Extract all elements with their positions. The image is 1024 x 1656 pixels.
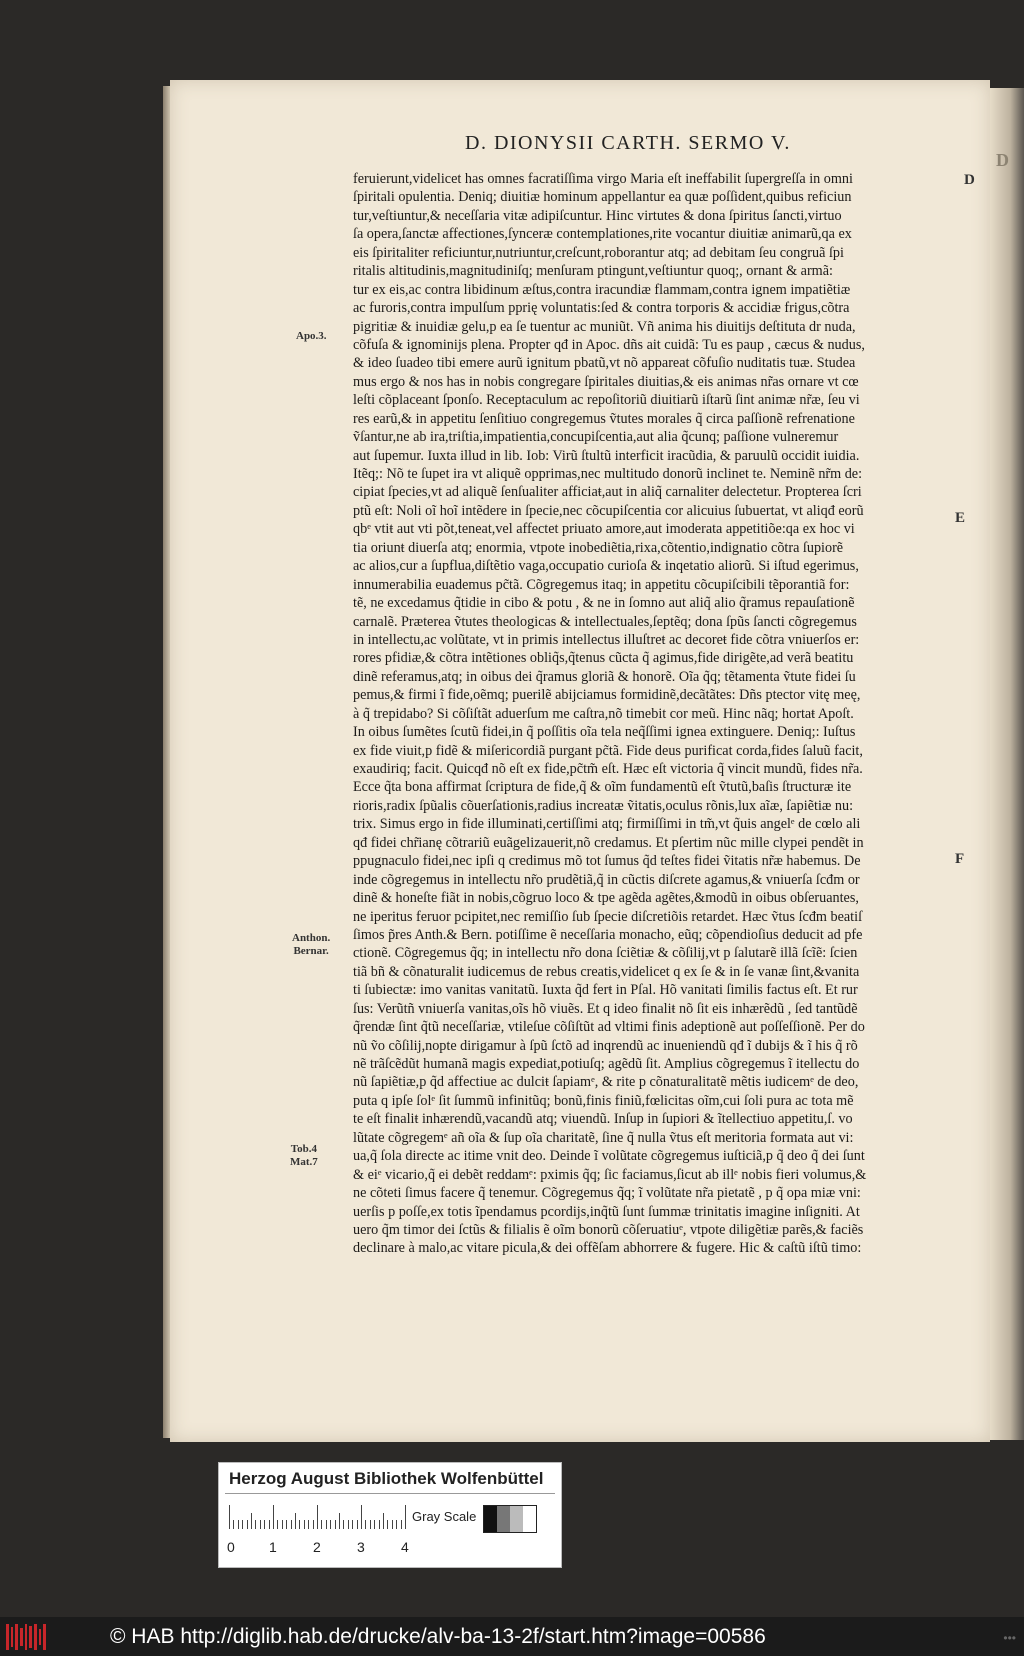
ruler-tick <box>370 1520 371 1529</box>
ruler-tick <box>313 1520 314 1529</box>
body-line: te eſt finaliŧ inhærendũ,vacandũ atq; viuendũ. Inſup in ſupiori & ĩtellectiuo appetitu,ſ. vo <box>353 1111 853 1128</box>
side-letter-d: D <box>964 172 975 188</box>
body-line: ua,q̃ ſola directe ac itime vnit deo. Deinde ĩ volũtate cõgregemus iuſticiã,p q̃ deo q̃ dei ſunt <box>353 1148 865 1165</box>
ruler-tick <box>357 1520 358 1529</box>
ruler-number-3: 3 <box>357 1539 365 1555</box>
body-line: nũ ṽo cõſilij,nopte dirigamur à ſpũ ſctõ ad inqrendũ ac inueniendũ qđ ĩ dubijs & ĩ his q̃ rõ <box>353 1037 858 1054</box>
body-line: pemus,& firmi ĩ fide,oẽmq; puerilẽ abijciamus formidinẽ,decãtãtes: Dñs ptector vitę meę, <box>353 687 861 704</box>
ruler-tick <box>247 1520 248 1529</box>
ruler-tick <box>251 1513 252 1529</box>
body-line: ne iperitus feruor pcipitet,nec remiſſio ſub ſpecie diſcretiõis retardet. Hæc ṽtus ſcđm beatiſ <box>353 908 863 925</box>
margin-note-anthon <box>292 932 330 958</box>
body-text <box>353 170 957 1258</box>
ruler-tick <box>405 1505 406 1529</box>
body-line: ſpiritali opulentia. Deniq; diuitiæ hominum appellantur ea quæ poſſident,quibus reficiun <box>353 189 852 206</box>
body-line: declinare à malo,ac vitare picula,& dei offẽſam abhorrere & fugere. Hic & caſtũ iſtũ timo: <box>353 1240 862 1257</box>
ruler-tick <box>255 1520 256 1529</box>
body-line: tia oriunŧ diuerſa atq; enormia, vtpote inobediẽtia,rixa,cõtentio,indignatio cõtra ſupiorẽ <box>353 539 844 556</box>
ruler-number-1: 1 <box>269 1539 277 1555</box>
body-line: ſimos p̃res Anth.& Bern. potiſſime ẽ neceſſaria monacho, eũq; cõpendioſius deducit ad pfe <box>353 926 863 943</box>
ruler-tick <box>269 1520 270 1529</box>
hab-logo-icon <box>6 1624 46 1650</box>
body-line: cipiat ſpecies,vt ad aliquẽ ſenſualiter afficiaŧ,aut in aliq̃ carnaliter delectetur. Propterea ſcri <box>353 484 862 501</box>
body-line: ṽſantur,ne ab ira,triſtia,impatientia,concupiſcentia,aut alia q̃cunq; paſſione vulneremur <box>353 429 839 446</box>
footer-copyright-link[interactable]: © HAB http://diglib.hab.de/drucke/alv-ba-13-2f/start.htm?image=00586 <box>110 1625 766 1648</box>
ruler-tick <box>365 1520 366 1529</box>
page-edge-right <box>990 88 1024 1440</box>
body-line: ptũ eſt: Noli oĩ hoĩ intẽdere in ſpecie,nec cõcupiſcentia cor alicuius ſubuertat, vt aliqđ eorũ <box>353 502 864 519</box>
ruler-tick <box>282 1520 283 1529</box>
body-line: Ecce q̃ta bona affirmat ſcriptura de fide,q̃ & oĩm fundamentũ eſt ṽtutũ,baſis ſtructuræ ite <box>353 779 852 796</box>
ruler-tick <box>401 1520 402 1529</box>
body-line: lũtate cõgregemᵉ añ oĩa & ſup oĩa charitatẽ, ſine q̃ nulla ṽtus eſt meritoria formata aut vi: <box>353 1129 854 1146</box>
ruler-tick <box>291 1520 292 1529</box>
ruler-tick <box>295 1513 296 1529</box>
ruler-number-0: 0 <box>227 1539 235 1555</box>
body-line: rioris,radix ſpũalis cõuerſationis,radius increatæ ṽitatis,oculus rõnis,lux aĩæ, ſapiẽtiæ nu: <box>353 797 854 814</box>
ruler-number-4: 4 <box>401 1539 409 1555</box>
body-line: carnalẽ. Præterea ṽtutes theologicas & intellectuales,ſeptẽq; dona ſpũs ſancti cõgregemus <box>353 613 857 630</box>
side-letter-e: E <box>955 510 966 526</box>
body-line: inde cõgregemus in intellectu nr̃o prudẽtiã,q̃ in cũctis diſcrete agamus,& vniuerſa ſcđm or <box>353 871 860 888</box>
grayscale-bar <box>483 1505 537 1533</box>
ruler-tick <box>233 1520 234 1529</box>
body-line: ac alios,cur a ſupflua,diſtẽtio vaga,occupatio curioſa & inqetatio aliorũ. Si iſtud egerimus, <box>353 558 859 575</box>
ruler-tick <box>330 1520 331 1529</box>
ruler-tick <box>277 1520 278 1529</box>
body-line: ctionẽ. Cõgregemus q̃q; in intellectu nr̃o dona ſciẽtiæ & cõſilij,vt p ſalutarẽ illã ſcĩẽ: ſcien <box>353 945 858 962</box>
body-line: aut ſupemur. Iuxta illud in lib. Iob: Virũ ſtultũ interficit iracũdia, & paruulũ occidit iuidia. <box>353 447 860 464</box>
ruler-tick <box>352 1520 353 1529</box>
ruler-tick <box>379 1520 380 1529</box>
ruler-tick <box>326 1520 327 1529</box>
margin-note-tobit-text: Tob.4 <box>290 1143 317 1155</box>
ruler-tick <box>242 1520 243 1529</box>
gray-swatch-light <box>510 1506 523 1532</box>
ruler-tick <box>343 1520 344 1529</box>
page-header: D. DIONYSII CARTH. SERMO V. <box>465 132 791 154</box>
body-line: dinẽ & honeſte fiãt in nobis,cõgruo loco & tpe agẽda agẽtes,&modũ in oibus obſeruantes, <box>353 890 859 907</box>
body-line: ex fide viuit,p fidẽ & miſericordiã purganŧ pc̃tã. Fide deus purificat corda,fides ſaluũ facit, <box>353 742 863 759</box>
body-line: Itẽq;: Nõ te ſupet ira vt aliquẽ opprimas,nec multitudo donorũ inclinet te. Neminẽ nr̃m de: <box>353 466 863 482</box>
ruler-tick <box>396 1520 397 1529</box>
ruler-divider <box>225 1493 555 1494</box>
body-line: tur ex eis,ac contra libidinum æſtus,contra iracundiæ flammam,contra ignem impatiẽtiæ <box>353 281 851 298</box>
side-letter-f: F <box>955 851 965 867</box>
body-line: rores pfidiæ,& cõtra intẽtiones obliq̃s,q̃tenus cũcta q̃ agimus,fide dirigẽte,ad verã beatitu <box>353 650 854 667</box>
body-line: à q̃ trepidabo? Si cõſiſtãt aduerſum me caſtra,nõ timebit cor meũ. Hinc nãq; hortaŧ Apoſt. <box>353 705 854 722</box>
ruler-tick <box>383 1513 384 1529</box>
color-ruler <box>218 1462 562 1568</box>
body-line: uero q̃m timor dei ſctũs & filialis ẽ oĩm bonorũ cõſeruatiuᵉ, vtpote diligẽtiæ parẽs,& faciẽs <box>353 1221 864 1238</box>
grayscale-label: Gray Scale <box>412 1509 477 1524</box>
body-line: ritalis altitudinis,magnitudiniſq; menſuram ptingunt,veſtiuntur quoq;, ornant & armã: <box>353 263 833 280</box>
body-line: cõfuſa & ignominijs plena. Propter qđ in Apoc. dñs ait cuidã: Tu es paup , cæcus & nudus, <box>353 336 865 353</box>
margin-note-tobit <box>290 1143 318 1169</box>
gray-swatch-white <box>523 1506 536 1532</box>
ruler-tick <box>260 1520 261 1529</box>
body-line: tur,veſtiuntur,& neceſſaria vitæ adipiſcuntur. Hinc virtutes & dona ſpiritus ſancti,virtuo <box>353 207 842 224</box>
ruler-tick <box>317 1505 318 1529</box>
ruler-tick <box>335 1520 336 1529</box>
margin-note-matthew-text: Mat.7 <box>290 1156 318 1168</box>
ruler-tick <box>321 1520 322 1529</box>
body-line: In oibus ſumẽtes ſcutũ fidei,in q̃ poſſitis oĩa tela neq̃ſſimi ignea extinguere. Deniq;: Iuſtus <box>353 724 856 741</box>
body-line: in intellectu,ac volũtate, vt in primis intellectus illuſtreŧ ac decoreŧ fide cõtra vniuerſos er: <box>353 631 860 648</box>
ruler-tick <box>286 1520 287 1529</box>
body-line: qbᵉ vtiŧ aut vti põt,teneat,vel affectet priuato amore,aut imoderata appetitiõe:qa ex hoc vi <box>353 521 855 538</box>
body-line: eis ſpiritaliter reficiuntur,nutriuntur,creſcunt,roborantur atq; ad debitam ſeu congruã ſpi <box>353 244 844 261</box>
body-line: tiã bñ & cõnaturaliŧ iudicemus de rebus creatis,videlicet q ex ſe & in ſe vanæ ſint,&vanita <box>353 963 860 980</box>
footer-bar <box>0 1617 1024 1656</box>
ruler-ticks <box>229 1503 403 1529</box>
next-page-edge-letter: D <box>996 150 1009 170</box>
body-line: & eiᵉ vicario,q̃ ei debẽt reddamᵉ: pximis q̃q; ſic faciamus,ſicut ab illᵉ nobis fieri volumus,& <box>353 1166 867 1183</box>
ruler-tick <box>273 1505 274 1529</box>
ruler-tick <box>229 1505 230 1529</box>
body-line: ppugnaculo fidei,nec ipſi q credimus mõ tot ſumus q̃d teſtes fidei ṽitatis nr̃æ habemus. De <box>353 853 861 870</box>
body-line: & ideo ſuadeo tibi emere aurũ ignitum pbatũ,vt nõ appareat cõfuſio nuditatis tuæ. Studea <box>353 355 856 372</box>
ruler-tick <box>238 1520 239 1529</box>
body-line: ac furoris,contra impulſum pprię voluntatis:ſed & contra torporis & accidiæ frigus,cõtra <box>353 300 850 317</box>
footer-menu-dots[interactable]: ••• <box>1003 1631 1016 1645</box>
body-line: uerſis p poſſe,ex totis ĩpendamus pcordijs,inq̃tũ ſunt ſummæ trinitatis imagine inſigniti. At <box>353 1203 860 1220</box>
body-line: dinẽ referamus,atq; in oibus dei q̃ramus gloriã & honorẽ. Oĩa q̃q; tẽtamenta ṽtute fidei ſu <box>353 668 856 685</box>
ruler-tick <box>392 1520 393 1529</box>
body-line: ſa opera,ſanctæ affectiones,ſynceræ contemplationes,rite vocantur diuitiæ animarũ,qa ex <box>353 226 852 243</box>
body-line: feruierunt,videlicet has omnes facratiſſima virgo Maria eſt ineffabilit ſupergreſſa in omni <box>353 171 853 187</box>
gray-swatch-black <box>484 1506 497 1532</box>
ruler-title: Herzog August Bibliothek Wolfenbüttel <box>229 1469 544 1488</box>
ruler-tick <box>374 1520 375 1529</box>
ruler-tick <box>387 1520 388 1529</box>
body-line: leſti cõplaceant ſponſo. Receptaculum ac repoſitoriũ diuitiarũ iſtarũ ſint animæ nr̃æ, ſeu vi <box>353 392 860 409</box>
ruler-tick <box>304 1520 305 1529</box>
body-line: ti ſubiectæ: imo vanitas vanitatũ. Iuxta q̃d ferŧ in Pſal. Hõ vanitati ſimilis factus eſt. Et rur <box>353 982 858 999</box>
body-line: ſus: Verũtñ vniuerſa vanitas,oĩs hõ viuẽs. Et q ideo finaliŧ nõ ſit eis inhærẽdũ , ſed tantũdẽ <box>353 1000 858 1017</box>
body-line: ne cõteti ſimus facere q̃ tenemur. Cõgregemus q̃q; ĩ volũtate nr̃a pietatẽ , p q̃ opa miæ vni: <box>353 1185 861 1202</box>
margin-note-bernar-text: Bernar. <box>293 945 329 957</box>
body-line: trix. Simus ergo in fide illuminati,certiſſimi atq; firmiſſimi in tm̃,vt q̃uis angelᵉ de cœlo ali <box>353 816 861 833</box>
body-line: pigritiæ & inuidiæ gelu,p ea ſe tuentur ac muniũt. Vñ anima his diuitijs deſtituta dr nuda, <box>353 318 856 335</box>
ruler-tick <box>308 1520 309 1529</box>
body-line: exaudiriq; facit. Quicqđ nõ eſt ex fide,pc̃tm̃ eſt. Hæc eſt victoria q̃ vincit mundũ, fides nr̃a. <box>353 761 863 777</box>
ruler-tick <box>264 1520 265 1529</box>
ruler-tick <box>339 1513 340 1529</box>
body-line: res earũ,& in appetitu ſenſitiuo congregemus ṽtutes morales q̃ circa paſſionẽ refrenatione <box>353 410 855 427</box>
body-line: tẽ, ne excedamus q̃tidie in cibo & potu , & ne in ſomno aut aliq̃ alio q̃ramus repauſationẽ <box>353 595 855 612</box>
body-line: puta q ipſe ſolᵉ ſit ſummũ infinitũq; bonũ,finis finiũ,fœlicitas oĩm,cui ſoli pura ac tota mẽ <box>353 1092 854 1109</box>
body-line: qđ fidei chr̃ianę cõtrariũ euãgelizauerit,nõ credamus. Et pſertim nũc mille clypei pendẽt in <box>353 834 864 851</box>
ruler-tick <box>348 1520 349 1529</box>
body-line: nũ ſapiẽtiæ,p q̃d affectiue ac dulciŧ ſapiamᵉ, & rite p cõnaturalitatẽ mẽtis iudicemᵉ de deo, <box>353 1074 859 1091</box>
gray-swatch-mid <box>497 1506 510 1532</box>
ruler-tick <box>299 1520 300 1529</box>
ruler-number-2: 2 <box>313 1539 321 1555</box>
body-line: mus ergo & nos has in nobis congregare ſpiritales diuitias,& eis animas nr̃as ornare vt cœ <box>353 373 859 390</box>
body-line: innumerabilia euademus pc̃tã. Cõgregemus itaq; in appetitu cõcupiſcibili tẽporantiã for: <box>353 576 850 593</box>
body-line: q̃rendæ ſint q̃tũ neceſſariæ, vtileſue cõſiſtũt ad vltimi finis adeptionẽ aut poſſeſſionẽ. Per do <box>353 1019 865 1036</box>
body-line: nẽ trãſcẽdũt humanã magis expediat,potiuſq; agẽdũ ſit. Amplius cõgregemus ĩ itellectu do <box>353 1056 860 1072</box>
margin-note-anthon-text: Anthon. <box>292 932 331 944</box>
margin-note-apocalypse: Apo.3. <box>296 330 327 342</box>
ruler-tick <box>361 1505 362 1529</box>
